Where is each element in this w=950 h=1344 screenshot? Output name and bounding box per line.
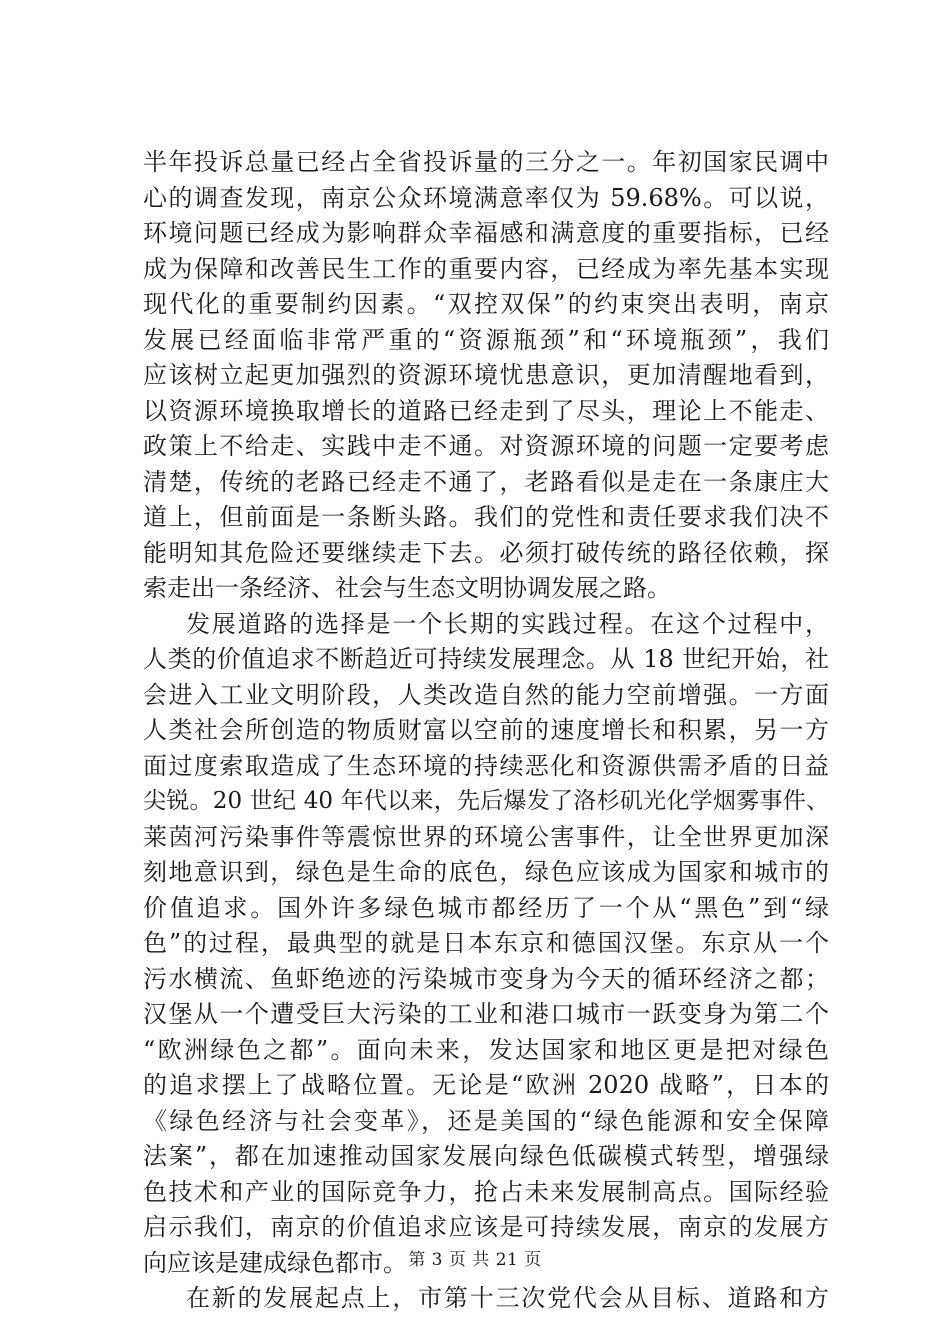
text-line: 的追求摆上了战略位置。无论是“欧洲 2020 战略”，日本的 [143, 1071, 829, 1099]
text-line: 现代化的重要制约因素。“双控双保”的约束突出表明，南京 [143, 290, 829, 318]
text-line: 能明知其危险还要继续走下去。必须打破传统的路径依赖，探 [143, 538, 829, 567]
text-line: 污水横流、鱼虾绝迹的污染城市变身为今天的循环经济之都； [143, 964, 829, 993]
text-line: 色”的过程，最典型的就是日本东京和德国汉堡。东京从一个 [143, 929, 829, 957]
text-line: 政策上不给走、实践中走不通。对资源环境的问题一定要考虑 [143, 432, 829, 460]
text-line: 清楚，传统的老路已经走不通了，老路看似是走在一条康庄大 [143, 467, 829, 496]
text-line: 汉堡从一个遭受巨大污染的工业和港口城市一跃变身为第二个 [143, 1000, 829, 1028]
text-line: 成为保障和改善民生工作的重要内容，已经成为率先基本实现 [143, 254, 829, 283]
text-line: 应该树立起更加强烈的资源环境忧患意识，更加清醒地看到， [143, 361, 829, 389]
text-line: “欧洲绿色之都”。面向未来，发达国家和地区更是把对绿色 [143, 1035, 829, 1064]
text-line: 向应该是建成绿色都市。 [143, 1248, 407, 1277]
text-line: 尖锐。20 世纪 40 年代以来，先后爆发了洛杉矶光化学烟雾事件、 [143, 788, 829, 814]
text-line: 启示我们，南京的价值追求应该是可持续发展，南京的发展方 [143, 1213, 829, 1241]
text-line: 心的调查发现，南京公众环境满意率仅为 59.68%。可以说， [143, 183, 829, 212]
text-line: 以资源环境换取增长的道路已经走到了尽头，理论上不能走、 [143, 396, 829, 425]
paragraph-start-line: 发展道路的选择是一个长期的实践过程。在这个过程中， [186, 609, 829, 638]
text-line: 发展已经面临非常严重的“资源瓶颈”和“环境瓶颈”，我们 [143, 325, 829, 354]
text-line: 价值追求。国外许多绿色城市都经历了一个从“黑色”到“绿 [143, 893, 829, 922]
paragraph-start-line: 在新的发展起点上，市第十三次党代会从目标、道路和方 [186, 1284, 829, 1312]
text-line: 环境问题已经成为影响群众幸福感和满意度的重要指标，已经 [143, 219, 829, 247]
text-line: 面过度索取造成了生态环境的持续恶化和资源供需矛盾的日益 [143, 751, 829, 780]
page-footer: 第 3 页 共 21 页 [408, 1250, 542, 1270]
text-line: 人类的价值追求不断趋近可持续发展理念。从 18 世纪开始，社 [143, 645, 829, 673]
text-line: 人类社会所创造的物质财富以空前的速度增长和积累，另一方 [143, 716, 829, 744]
text-line: 莱茵河污染事件等震惊世界的环境公害事件，让全世界更加深 [143, 822, 829, 851]
text-line: 索走出一条经济、社会与生态文明协调发展之路。 [143, 574, 671, 602]
text-line: 《绿色经济与社会变革》，还是美国的“绿色能源和安全保障 [143, 1106, 829, 1135]
text-line: 道上，但前面是一条断头路。我们的党性和责任要求我们决不 [143, 503, 829, 531]
text-line: 法案”，都在加速推动国家发展向绿色低碳模式转型，增强绿 [143, 1142, 829, 1170]
text-line: 刻地意识到，绿色是生命的底色，绿色应该成为国家和城市的 [143, 858, 829, 886]
text-line: 半年投诉总量已经占全省投诉量的三分之一。年初国家民调中 [143, 148, 829, 176]
body-text [143, 145, 829, 1317]
text-line: 会进入工业文明阶段，人类改造自然的能力空前增强。一方面 [143, 680, 829, 709]
text-line: 色技术和产业的国际竞争力，抢占未来发展制高点。国际经验 [143, 1177, 829, 1206]
